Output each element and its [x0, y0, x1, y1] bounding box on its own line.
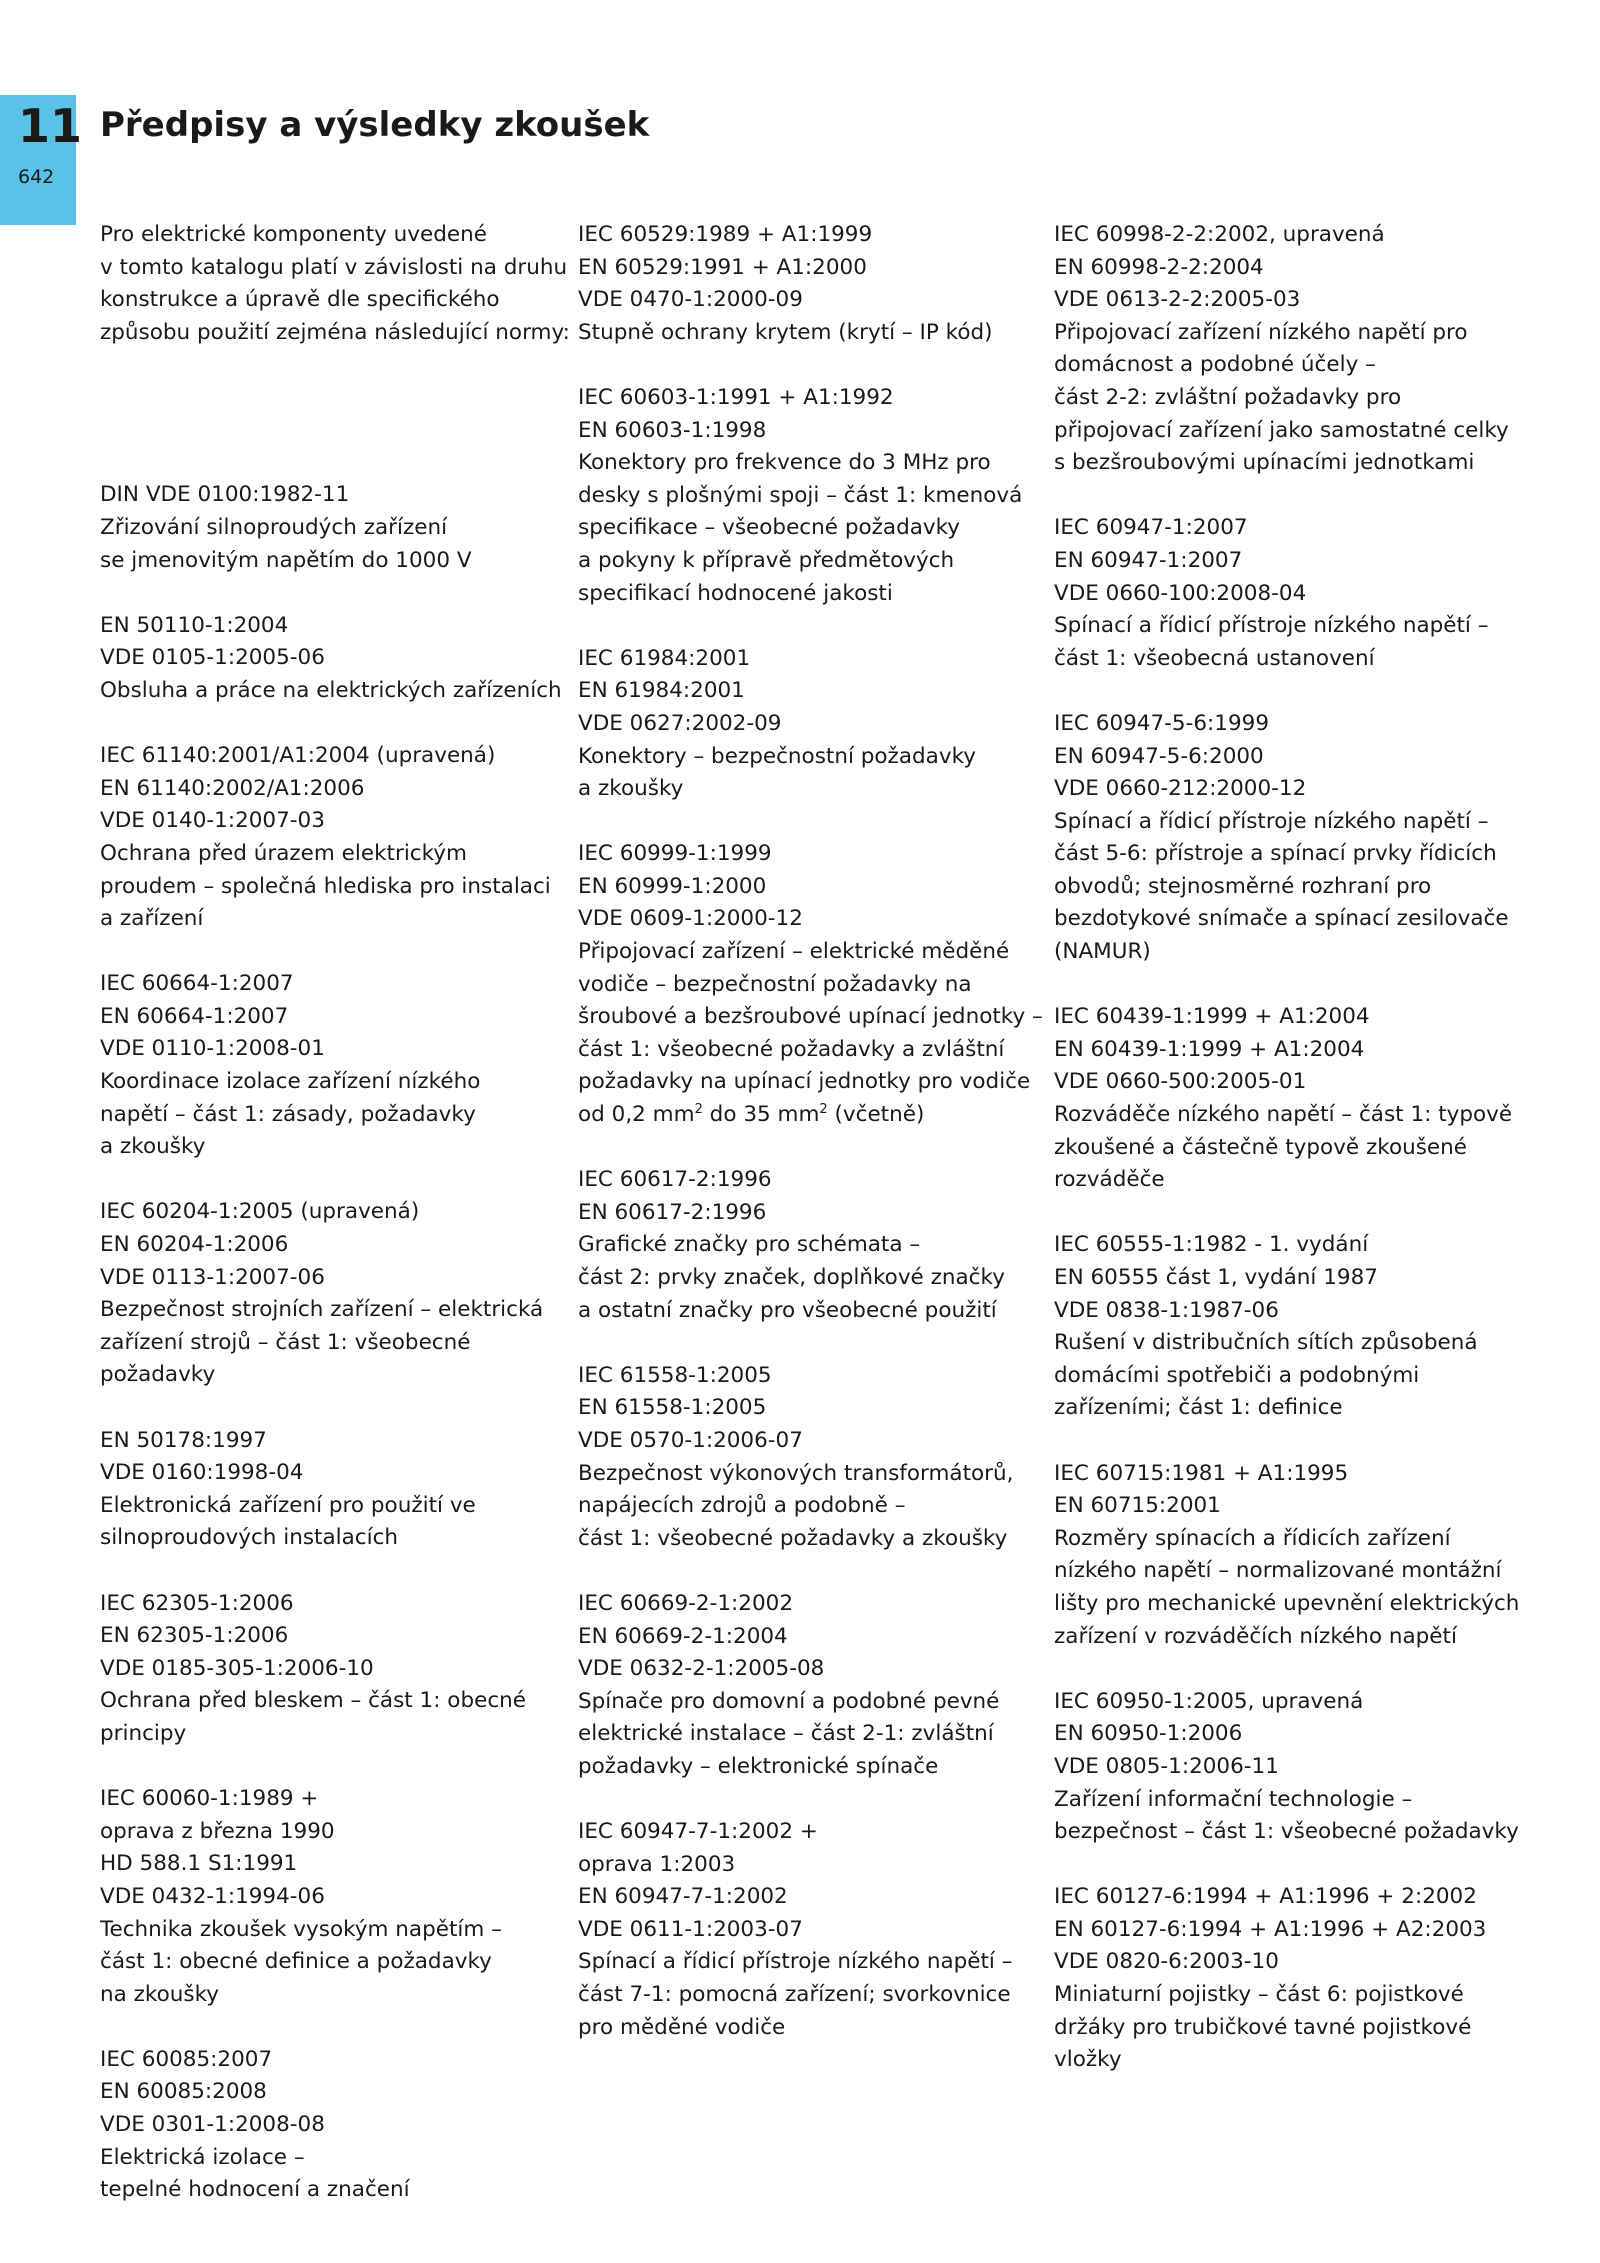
- standard-line: VDE 0838-1:1987-06: [1054, 1297, 1279, 1323]
- standard-block: [1054, 708, 1516, 969]
- standard-line: Ochrana před bleskem – část 1: obecné: [100, 1688, 526, 1714]
- standard-line: Bezpečnost strojních zařízení – elektrická: [100, 1297, 544, 1323]
- standard-line: Elektrická izolace –: [100, 2144, 305, 2170]
- standard-line: část 1: všeobecná ustanovení: [1054, 645, 1375, 671]
- standard-line: Miniaturní pojistky – část 6: pojistkové: [1054, 1982, 1464, 2008]
- standard-line: principy: [100, 1720, 187, 1746]
- standard-line: vložky: [1054, 2047, 1122, 2073]
- standard-line: VDE 0160:1998-04: [100, 1460, 304, 1486]
- standard-code: IEC 60998-2-2:2002, upravená: [1054, 222, 1385, 247]
- standard-code: IEC 60127-6:1994 + A1:1996 + 2:2002: [1054, 1884, 1477, 1910]
- standard-line: nízkého napětí – normalizované montážní: [1054, 1558, 1502, 1584]
- standard-line: lišty pro mechanické upevnění elektrických: [1054, 1590, 1520, 1616]
- standard-line: VDE 0632-2-1:2005-08: [578, 1656, 825, 1682]
- standard-line: EN 60127-6:1994 + A1:1996 + A2:2003: [1054, 1916, 1487, 1942]
- standard-line: EN 60999-1:2000: [578, 873, 767, 899]
- standard-line: Stupně ochrany krytem (krytí – IP kód): [578, 319, 993, 345]
- standard-line: napájecích zdrojů a podobně –: [578, 1493, 906, 1519]
- standard-line: EN 60664-1:2007: [100, 1003, 289, 1029]
- standard-block: [1054, 1881, 1516, 2077]
- standard-block: [100, 610, 562, 708]
- standard-line: VDE 0140-1:2007-03: [100, 808, 325, 834]
- standard-line: napětí – část 1: zásady, požadavky: [100, 1101, 476, 1127]
- standard-line: zkoušené a částečně typově zkoušené: [1054, 1134, 1468, 1160]
- standard-block: [1054, 1686, 1519, 1849]
- standard-line: Rozváděče nízkého napětí – část 1: typově: [1054, 1102, 1513, 1128]
- column-1: [100, 219, 570, 2239]
- standard-line: EN 60603-1:1998: [578, 417, 767, 443]
- standard-line: EN 60439-1:1999 + A1:2004: [1054, 1036, 1365, 1062]
- standard-line: obvodů; stejnosměrné rozhraní pro: [1054, 873, 1432, 899]
- standard-line: a zařízení: [100, 906, 204, 932]
- column-2: [578, 219, 1043, 2077]
- standard-block: [578, 643, 1040, 806]
- standard-line: EN 60669-2-1:2004: [578, 1623, 788, 1649]
- standard-line: VDE 0611-1:2003-07: [578, 1916, 803, 1942]
- intro-line: konstrukce a úpravě dle specifického: [100, 287, 500, 313]
- column-3: [1054, 219, 1520, 2109]
- intro-paragraph: [100, 219, 570, 349]
- standard-line: s bezšroubovými upínacími jednotkami: [1054, 450, 1475, 476]
- standard-block: [1054, 1001, 1516, 1197]
- standard-line: Spínače pro domovní a podobné pevné: [578, 1688, 1000, 1714]
- standard-line: část 2-2: zvláštní požadavky pro: [1054, 384, 1402, 410]
- standard-line: Ochrana před úrazem elektrickým: [100, 840, 467, 866]
- standard-line: od 0,2 $mm^2$ do 35 $mm^2$ (včetně): [578, 1102, 925, 1128]
- standard-line: EN 60085:2008: [100, 2079, 267, 2105]
- standard-block: [100, 479, 562, 577]
- standard-line: Připojovací zařízení – elektrické měděné: [578, 939, 1010, 965]
- standard-block: [578, 382, 1040, 610]
- standard-line: domácnost a podobné účely –: [1054, 352, 1376, 378]
- standard-code: IEC 60999-1:1999: [578, 841, 772, 867]
- standard-line: VDE 0301-1:2008-08: [100, 2112, 325, 2138]
- standard-code: IEC 60715:1981 + A1:1995: [1054, 1460, 1349, 1486]
- standard-line: požadavky – elektronické spínače: [578, 1753, 939, 1779]
- standard-line: VDE 0660-500:2005-01: [1054, 1069, 1307, 1095]
- standard-code: EN 50178:1997: [100, 1427, 267, 1453]
- standard-code: IEC 60617-2:1996: [578, 1167, 772, 1193]
- standard-line: (NAMUR): [1054, 939, 1151, 965]
- standard-line: EN 60947-7-1:2002: [578, 1884, 788, 1910]
- standard-line: bezpečnost – část 1: všeobecné požadavky: [1054, 1819, 1519, 1845]
- standard-line: EN 60950-1:2006: [1054, 1721, 1243, 1747]
- standard-block: [100, 1783, 562, 2011]
- page-title: Předpisy a výsledky zkoušek: [100, 105, 650, 145]
- chapter-tab: [0, 95, 83, 225]
- standard-line: VDE 0110-1:2008-01: [100, 1036, 325, 1062]
- standard-block: [100, 1196, 562, 1392]
- standard-line: Koordinace izolace zařízení nízkého: [100, 1069, 481, 1095]
- standard-code: IEC 60947-1:2007: [1054, 515, 1248, 541]
- standard-line: oprava 1:2003: [578, 1851, 736, 1877]
- standard-line: VDE 0105-1:2005-06: [100, 645, 325, 671]
- standard-line: Technika zkoušek vysokým napětím –: [100, 1916, 502, 1942]
- standard-line: zařízení strojů – část 1: všeobecné: [100, 1329, 471, 1355]
- standard-code: DIN VDE 0100:1982-11: [100, 482, 350, 508]
- standard-line: Elektronická zařízení pro použití ve: [100, 1492, 476, 1518]
- standard-line: Grafické značky pro schémata –: [578, 1232, 921, 1258]
- standard-code: IEC 61984:2001: [578, 645, 751, 671]
- standard-line: Konektory pro frekvence do 3 MHz pro: [578, 450, 991, 476]
- standard-line: a zkoušky: [100, 1134, 206, 1160]
- standard-block: [578, 838, 1043, 1131]
- intro-line: Pro elektrické komponenty uvedené: [100, 222, 487, 247]
- standard-line: rozváděče: [1054, 1167, 1165, 1193]
- standard-block: [578, 1360, 1040, 1556]
- standard-code: IEC 60947-7-1:2002 +: [578, 1819, 818, 1845]
- standard-line: část 2: prvky značek, doplňkové značky: [578, 1265, 1005, 1290]
- standard-line: EN 60617-2:1996: [578, 1199, 767, 1225]
- standard-line: část 7-1: pomocná zařízení; svorkovnice: [578, 1982, 1011, 2008]
- standard-line: EN 60998-2-2:2004: [1054, 254, 1264, 280]
- standard-line: tepelné hodnocení a značení: [100, 2177, 410, 2203]
- standard-line: Spínací a řídicí přístroje nízkého napětí –: [1054, 613, 1489, 639]
- standard-code: IEC 60204-1:2005 (upravená): [100, 1199, 420, 1225]
- standard-line: EN 62305-1:2006: [100, 1623, 289, 1649]
- standard-line: VDE 0432-1:1994-06: [100, 1883, 325, 1909]
- standard-block: [100, 968, 562, 1164]
- standard-code: IEC 60664-1:2007: [100, 971, 294, 997]
- standard-line: Rušení v distribučních sítích způsobená: [1054, 1330, 1478, 1356]
- standard-line: EN 61140:2002/A1:2006: [100, 775, 365, 801]
- standard-line: EN 60204-1:2006: [100, 1232, 289, 1258]
- standard-line: EN 61558-1:2005: [578, 1395, 767, 1421]
- standard-code: IEC 60060-1:1989 +: [100, 1786, 319, 1812]
- standard-line: EN 60555 část 1, vydání 1987: [1054, 1265, 1378, 1290]
- standard-line: a ostatní značky pro všeobecné použití: [578, 1297, 997, 1323]
- standard-line: držáky pro trubičkové tavné pojistkové: [1054, 2014, 1472, 2040]
- standard-line: část 1: všeobecné požadavky a zvláštní: [578, 1036, 1005, 1062]
- standard-line: proudem – společná hlediska pro instalaci: [100, 873, 551, 899]
- standard-line: a pokyny k přípravě předmětových: [578, 547, 955, 573]
- standard-line: Připojovací zařízení nízkého napětí pro: [1054, 319, 1468, 345]
- standard-line: specifikace – všeobecné požadavky: [578, 515, 961, 541]
- standard-line: Bezpečnost výkonových transformátorů,: [578, 1460, 1014, 1486]
- standard-code: IEC 60529:1989 + A1:1999: [578, 222, 873, 247]
- standard-line: EN 60715:2001: [1054, 1493, 1221, 1519]
- standard-line: VDE 0609-1:2000-12: [578, 906, 803, 932]
- standard-code: IEC 60439-1:1999 + A1:2004: [1054, 1004, 1370, 1030]
- standard-line: VDE 0570-1:2006-07: [578, 1427, 803, 1453]
- standard-line: EN 60947-1:2007: [1054, 547, 1243, 573]
- standard-line: šroubové a bezšroubové upínací jednotky –: [578, 1004, 1043, 1030]
- standard-line: HD 588.1 S1:1991: [100, 1851, 298, 1877]
- intro-line: způsobu použití zejména následující normy:: [100, 319, 570, 345]
- standard-block: [100, 740, 562, 936]
- standard-code: IEC 61140:2001/A1:2004 (upravená): [100, 743, 496, 769]
- standard-line: a zkoušky: [578, 776, 684, 802]
- standard-block: [100, 2044, 562, 2207]
- intro-line: v tomto katalogu platí v závislosti na druhu: [100, 254, 568, 280]
- standard-line: VDE 0660-100:2008-04: [1054, 580, 1307, 606]
- standard-line: domácími spotřebiči a podobnými: [1054, 1362, 1420, 1388]
- standard-block: [100, 1588, 562, 1751]
- standard-code: IEC 60947-5-6:1999: [1054, 710, 1269, 736]
- standard-line: se jmenovitým napětím do 1000 V: [100, 547, 472, 573]
- standard-code: IEC 60669-2-1:2002: [578, 1590, 793, 1616]
- standard-block: [100, 1425, 562, 1555]
- chapter-number: 11: [18, 99, 83, 153]
- standard-line: Zřizování silnoproudých zařízení: [100, 514, 448, 540]
- standard-block: [1054, 1229, 1516, 1425]
- standard-line: silnoproudových instalacích: [100, 1525, 399, 1551]
- standard-line: EN 60529:1991 + A1:2000: [578, 254, 867, 280]
- standard-line: elektrické instalace – část 2-1: zvláštní: [578, 1721, 994, 1747]
- standard-block: [1054, 512, 1516, 675]
- standard-line: na zkoušky: [100, 1981, 219, 2007]
- standard-line: VDE 0820-6:2003-10: [1054, 1949, 1279, 1975]
- standard-line: oprava z března 1990: [100, 1818, 335, 1844]
- standard-line: Zařízení informační technologie –: [1054, 1786, 1413, 1812]
- standard-code: IEC 61558-1:2005: [578, 1362, 772, 1388]
- standard-block: [578, 1164, 1040, 1327]
- standard-code: IEC 60555-1:1982 - 1. vydání: [1054, 1232, 1369, 1258]
- standard-line: zařízení v rozváděčích nízkého napětí: [1054, 1623, 1457, 1649]
- standard-line: požadavky na upínací jednotky pro vodiče: [578, 1069, 1031, 1095]
- standard-line: Rozměry spínacích a řídicích zařízení: [1054, 1525, 1451, 1551]
- standard-line: VDE 0660-212:2000-12: [1054, 776, 1307, 802]
- standard-block: [578, 219, 1040, 349]
- standard-code: IEC 60950-1:2005, upravená: [1054, 1688, 1364, 1714]
- standard-line: Spínací a řídicí přístroje nízkého napětí –: [578, 1949, 1013, 1975]
- standard-code: IEC 60085:2007: [100, 2046, 273, 2072]
- standard-block: [1054, 1458, 1520, 1654]
- standard-line: VDE 0113-1:2007-06: [100, 1264, 325, 1290]
- standard-line: VDE 0627:2002-09: [578, 710, 782, 736]
- standard-line: pro měděné vodiče: [578, 2014, 786, 2040]
- standard-line: Spínací a řídicí přístroje nízkého napětí –: [1054, 808, 1489, 834]
- standard-line: vodiče – bezpečnostní požadavky na: [578, 971, 972, 997]
- standard-code: IEC 60603-1:1991 + A1:1992: [578, 384, 894, 410]
- standard-line: VDE 0613-2-2:2005-03: [1054, 287, 1301, 313]
- standard-line: Obsluha a práce na elektrických zařízeních: [100, 677, 562, 703]
- page-number: 642: [18, 166, 55, 188]
- standard-line: desky s plošnými spoji – část 1: kmenová: [578, 482, 1023, 508]
- standard-line: VDE 0805-1:2006-11: [1054, 1753, 1279, 1779]
- standard-line: EN 61984:2001: [578, 678, 745, 704]
- standard-line: bezdotykové snímače a spínací zesilovače: [1054, 906, 1509, 932]
- standard-line: zařízeními; část 1: definice: [1054, 1395, 1343, 1421]
- standard-block: [578, 1588, 1040, 1784]
- standard-line: Konektory – bezpečnostní požadavky: [578, 743, 976, 769]
- standard-code: IEC 62305-1:2006: [100, 1590, 294, 1616]
- standard-line: část 5-6: přístroje a spínací prvky řídicích: [1054, 841, 1497, 867]
- standard-line: EN 60947-5-6:2000: [1054, 743, 1264, 769]
- standard-block: [1054, 219, 1516, 480]
- standard-line: požadavky: [100, 1362, 216, 1388]
- standard-line: VDE 0470-1:2000-09: [578, 287, 803, 313]
- standard-line: připojovací zařízení jako samostatné celky: [1054, 417, 1509, 443]
- standard-line: část 1: všeobecné požadavky a zkoušky: [578, 1525, 1008, 1551]
- standard-block: [578, 1816, 1040, 2044]
- standard-line: část 1: obecné definice a požadavky: [100, 1949, 492, 1975]
- standard-code: EN 50110-1:2004: [100, 612, 289, 638]
- standard-line: VDE 0185-305-1:2006-10: [100, 1655, 374, 1681]
- standard-line: specifikací hodnocené jakosti: [578, 580, 893, 606]
